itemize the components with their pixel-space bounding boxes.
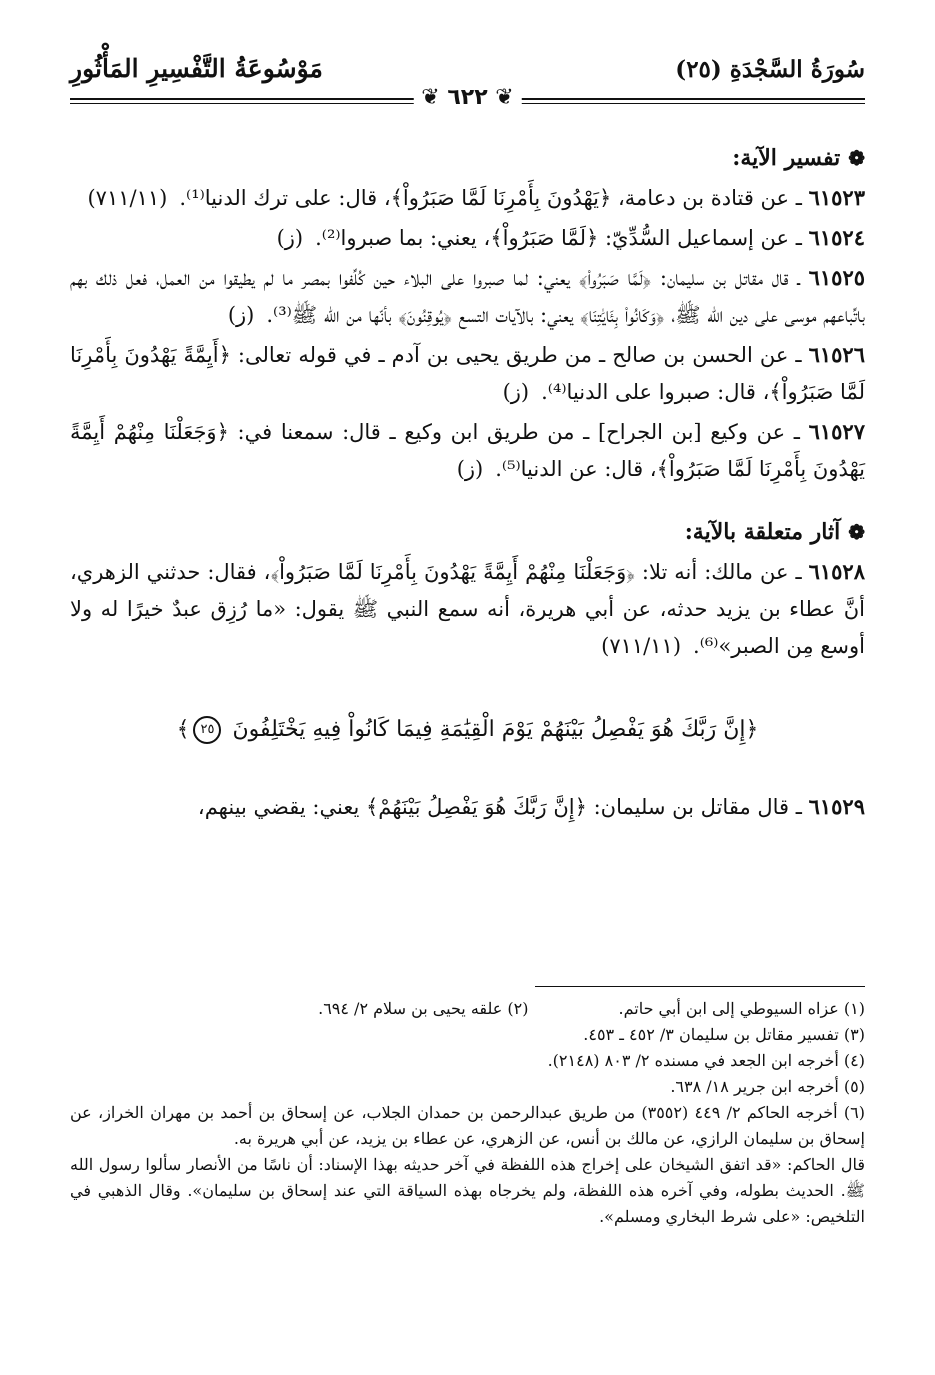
entry-61523: ٦١٥٢٣ ـ عن قتادة بن دعامة، ﴿يَهْدُونَ بِأَمْرِنَا لَمَّا صَبَرُواْ﴾، قال: على ترك الدنيا⁽¹⁾.(٧١١/١١): [87, 185, 865, 210]
footnotes: [70, 996, 865, 1230]
entry-61528: ٦١٥٢٨ ـ عن مالك: أنه تلا: ﴿وَجَعَلْنَا مِنْهُمْ أَيِمَّةً يَهْدُونَ بِأَمْرِنَا لَمَّا صَبَرُواْ﴾، فقال: حدثني الزهري، أنَّ عطاء بن يزيد حدثه، عن أبي هريرة، أنه سمع النبي ﷺ يقول: «ما رُزِق عبدٌ خيرًا له ولا أوسع مِن الصبر»⁽⁶⁾.(٧١١/١١): [70, 559, 865, 658]
main-text: [70, 140, 865, 828]
entry-61525: ٦١٥٢٥ ـ قال مقاتل بن سليمان: ﴿لَمَّا صَبَرُواْ﴾ يعني: لما صبروا على البلاء حين كُلِّفوا بمصر ما لم يطيقوا من العمل، فعل ذلك بهم باتِّباعهم موسى على دين الله ﷺ، ﴿وَكَانُواْ بِئَايَٰتِنَا﴾ يعني: بالآيات التسع ﴿يُوقِنُونَ﴾ بأنّها من الله ﷺ⁽³⁾.(ز): [70, 265, 866, 327]
footnote-6-hakim: قال الحاكم: «قد اتفق الشيخان على إخراج هذه اللفظة في آخر حديثه بهذا الإسناد: أن ناسًا من الأنصار سألوا رسول الله ﷺ. الحديث بطوله، وفي آخره هذه اللفظة، ولم يخرجاه بهذه السياقة التي عند إسحاق بن سليمان». وقال الذهبي في التلخيص: «على شرط البخاري ومسلم».: [70, 1155, 865, 1226]
entry-61524: ٦١٥٢٤ ـ عن إسماعيل السُّدِّيّ: ﴿لَمَّا صَبَرُواْ﴾، يعني: بما صبروا⁽²⁾.(ز): [276, 225, 865, 250]
surah-title: سُورَةُ السَّجْدَةِ (٢٥): [675, 56, 865, 83]
footnote-2: (٢) علقه يحيى بن سلام ٢/ ٦٩٤.: [318, 999, 529, 1018]
flower-icon: ❁: [848, 146, 865, 170]
entry-61527: ٦١٥٢٧ ـ عن وكيع [بن الجراح] ـ من طريق ابن وكيع ـ قال: سمعنا في: ﴿وَجَعَلْنَا مِنْهُمْ أَيِمَّةً يَهْدُونَ بِأَمْرِنَا لَمَّا صَبَرُواْ﴾، قال: عن الدنيا⁽⁵⁾.(ز): [70, 419, 865, 481]
book-title: مَوْسُوعَةُ التَّفْسِيرِ المَأْثُورِ: [70, 54, 323, 83]
verse-number-icon: ٢٥: [193, 716, 221, 744]
footnote-3: (٣) تفسير مقاتل بن سليمان ٣/ ٤٥٢ ـ ٤٥٣.: [583, 1025, 865, 1044]
footnote-6: (٦) أخرجه الحاكم ٢/ ٤٤٩ (٣٥٥٢) من طريق عبدالرحمن بن حمدان الجلاب، عن إسحاق بن أحمد بن مهران الخراز، عن إسحاق بن سليمان الرازي، عن مالك بن أنس، عن الزهري، عن عطاء بن يزيد، عن أبي هريرة به.: [70, 1103, 866, 1148]
section-title-tafsir: ❁تفسير الآية:: [70, 140, 865, 177]
page-header: [70, 48, 865, 118]
page-number: ❦ ٦٢٢ ❦: [413, 85, 521, 110]
section-title-athar: ❁آثار متعلقة بالآية:: [70, 514, 865, 551]
footnote-4: (٤) أخرجه ابن الجعد في مسنده ٢/ ٨٠٣ (٢١٤٨).: [547, 1051, 865, 1070]
flower-icon: ❁: [848, 520, 865, 544]
footnote-pair: [70, 996, 865, 1022]
entry-61526: ٦١٥٢٦ ـ عن الحسن بن صالح ـ من طريق يحيى بن آدم ـ في قوله تعالى: ﴿أَيِمَّةً يَهْدُونَ بِأَمْرِنَا لَمَّا صَبَرُواْ﴾، قال: صبروا على الدنيا⁽⁴⁾.(ز): [70, 342, 865, 404]
footnote-rule: [535, 986, 865, 987]
entry-61529: ٦١٥٢٩ ـ قال مقاتل بن سليمان: ﴿إِنَّ رَبَّكَ هُوَ يَفْصِلُ بَيْنَهُمْ﴾ يعني: يقضي بينهم،: [197, 794, 865, 819]
footnote-5: (٥) أخرجه ابن جرير ١٨/ ٦٣٨.: [670, 1077, 865, 1096]
quran-verse: ﴿إِنَّ رَبَّكَ هُوَ يَفْصِلُ بَيْنَهُمْ يَوْمَ الْقِيَٰمَةِ فِيمَا كَانُواْ فِيهِ يَخْتَلِفُونَ ٢٥﴾: [176, 717, 759, 742]
footnote-1: (١) عزاه السيوطي إلى ابن أبي حاتم.: [618, 999, 865, 1018]
